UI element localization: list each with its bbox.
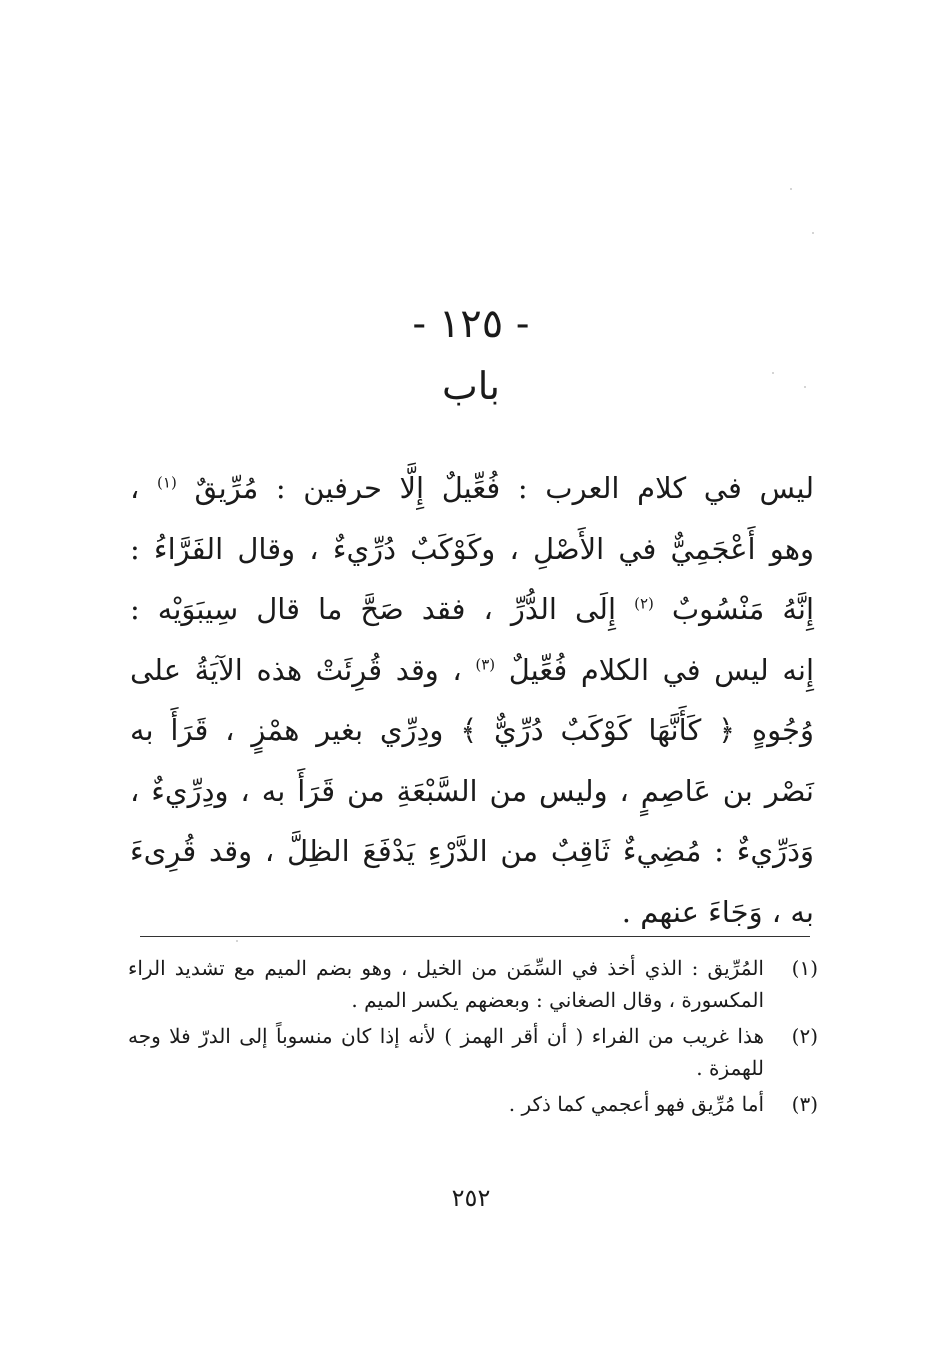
footnote-ref-2: (٢) <box>634 594 654 613</box>
footnote-divider <box>140 936 810 937</box>
page-number: - ١٢٥ - <box>412 301 530 347</box>
paper-speckle <box>790 188 792 190</box>
footnote-3 <box>128 1088 818 1120</box>
footnote-text: هذا غريب من الفراء ( أن أقر الهمز ) لأنه إذا كان منسوباً إلى الدرّ فلا وجه للهمزة . <box>128 1024 764 1080</box>
footnote-1 <box>128 952 818 1016</box>
body-line-1-text: ليس في كلام العرب : فُعِّيلٌ إِلَّا حرفين : مُرِّيقٌ <box>194 471 815 505</box>
body-line-7: وَدَرِّيءٌ : مُضِيءٌ ثَاقِبٌ من الدَّرْءِ يَدْفَعَ الظِلَّ ، وقد قُرِىءَ <box>130 834 814 868</box>
footnote-number: (٣) <box>791 1092 818 1116</box>
chapter-title: باب <box>442 364 500 408</box>
body-line-5: وُجُوهٍ ﴿ كَأَنَّهَا كَوْكَبٌ دُرِّيٌّ ﴾ ودِرِّي بغير همْزٍ ، قَرَأَ به <box>130 713 814 747</box>
footnote-ref-1: (١) <box>157 473 177 492</box>
body-text <box>130 458 814 942</box>
footnote-number: (١) <box>791 956 818 980</box>
footnote-ref-3: (٣) <box>475 654 496 673</box>
paper-speckle <box>772 372 774 374</box>
body-line-4-tail: ، وقد قُرِئَتْ هذه الآيَةُ على <box>130 652 462 687</box>
body-line-2: وهو أَعْجَمِيٌّ في الأَصْلِ ، وكَوْكَبٌ دُرِّيءٌ ، وقال الفَرَّاءُ : <box>130 531 814 566</box>
body-line-8: به ، وَجَاءَ عنهم . <box>621 894 814 929</box>
body-line-1-tail: ، <box>130 471 140 505</box>
body-line-3 <box>130 579 814 640</box>
footnote-text: المُرِّيق : الذي أخذ في السِّمَن من الخيل ، وهو بضم الميم مع تشديد الراء المكسورة ، وقال الصغاني : وبعضهم يكسر الميم . <box>128 956 764 1012</box>
footnote-number: (٢) <box>791 1024 818 1048</box>
body-line-3-text: إِنَّهُ مَنْسُوبٌ <box>671 592 815 626</box>
body-line-3-tail: إِلَى الدُّرِّ ، فقد صَحَّ ما قال سِيبَوَيْه : <box>130 592 617 626</box>
body-line-6: نَصْر بن عَاصِمٍ ، وليس من السَّبْعَةِ من قَرَأَ به ، ودِرِّيءٌ ، <box>130 773 814 808</box>
paper-speckle <box>812 232 814 234</box>
paper-speckle <box>804 386 806 388</box>
footnotes <box>128 952 818 1124</box>
footnote-2 <box>128 1020 818 1084</box>
body-line-1 <box>130 458 814 519</box>
folio-number: ٢٥٢ <box>451 1184 491 1212</box>
body-line-4 <box>130 640 814 701</box>
body-line-4-text: إِنه ليس في الكلام فُعِّيلٌ <box>508 652 814 687</box>
footnote-text: أما مُرِّيق فهو أعجمي كما ذكر . <box>508 1092 764 1116</box>
paper-speckle <box>236 940 238 942</box>
